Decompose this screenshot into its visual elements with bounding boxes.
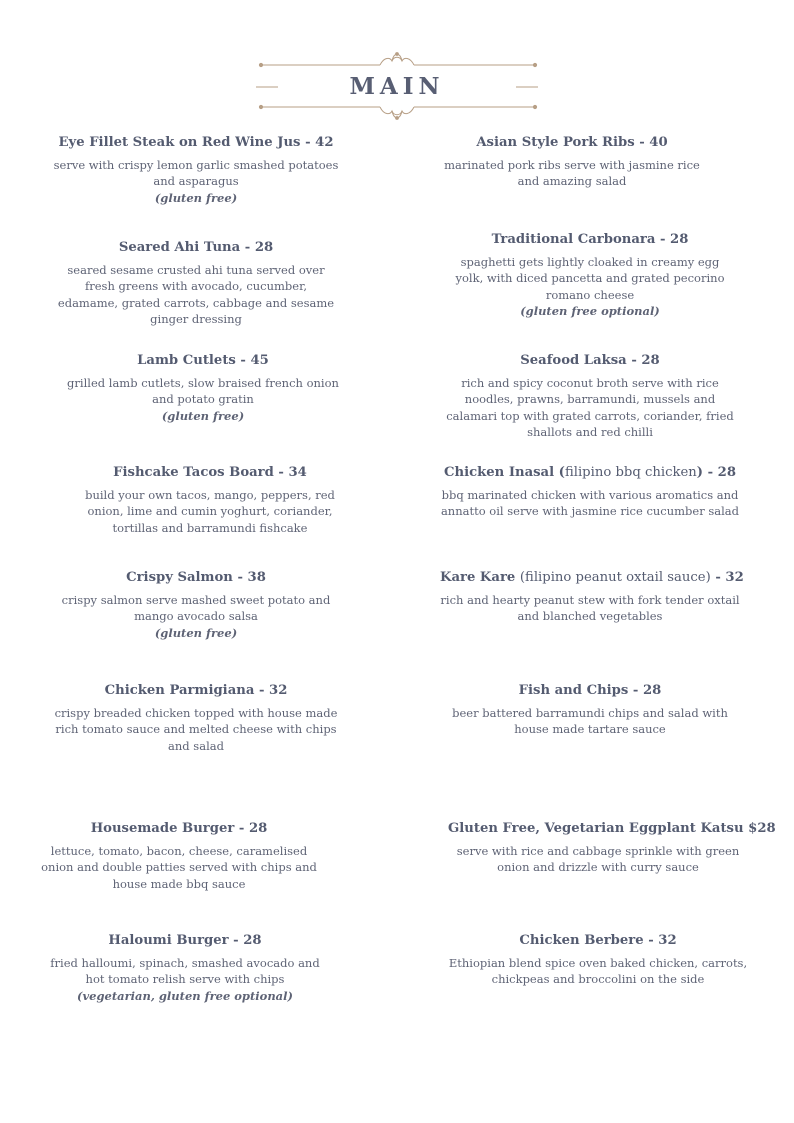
menu-item <box>48 134 344 206</box>
dish-description: rich and spicy coconut broth serve with rice noodles, prawns, barramundi, mussels and calamari top with grated carrots, coriander, fried shallots and red chilli <box>446 376 734 439</box>
dish-name: Seafood Laksa - 28 <box>520 353 660 368</box>
menu-item <box>440 352 740 440</box>
dish-name-price: ) - 28 <box>696 465 736 480</box>
dish-description: rich and hearty peanut stew with fork tender oxtail and blanched vegetables <box>440 593 740 624</box>
dish-name-main: Kare Kare <box>440 570 520 585</box>
menu-item <box>56 239 336 327</box>
dish-description: marinated pork ribs serve with jasmine rice and amazing salad <box>444 158 700 189</box>
dish-name-subtitle: filipino bbq chicken <box>564 465 697 480</box>
dish-name-subtitle: (filipino peanut oxtail sauce) <box>519 570 711 585</box>
dish-description: beer battered barramundi chips and salad with house made tartare sauce <box>452 706 728 737</box>
dish-name: Traditional Carbonara - 28 <box>491 232 689 247</box>
dish-description: serve with crispy lemon garlic smashed potatoes and asparagus <box>53 158 339 189</box>
dish-name: Housemade Burger - 28 <box>90 821 268 836</box>
dish-name: Asian Style Pork Ribs - 40 <box>476 135 668 150</box>
dietary-note: (gluten free) <box>161 408 245 423</box>
dish-name <box>440 464 740 482</box>
dish-description: crispy breaded chicken topped with house made rich tomato sauce and melted cheese with chips and salad <box>54 706 338 753</box>
dish-name <box>440 569 744 587</box>
dietary-note: (gluten free optional) <box>520 303 660 318</box>
menu-item <box>440 569 744 625</box>
dish-description: grilled lamb cutlets, slow braised french onion and potato gratin <box>67 376 339 407</box>
dish-description: build your own tacos, mango, peppers, red onion, lime and cumin yoghurt, coriander, tortillas and barramundi fishcake <box>85 488 335 535</box>
menu-item <box>434 134 710 190</box>
menu-item <box>48 569 344 641</box>
dish-description: fried halloumi, spinach, smashed avocado and hot tomato relish serve with chips <box>50 956 320 987</box>
dish-description: crispy salmon serve mashed sweet potato and mango avocado salsa <box>61 593 331 624</box>
dietary-note: (vegetarian, gluten free optional) <box>77 988 293 1003</box>
dish-name: Gluten Free, Vegetarian Eggplant Katsu $28 <box>448 821 776 836</box>
dietary-note: (gluten free) <box>154 625 238 640</box>
dish-name: Chicken Berbere - 32 <box>519 933 677 948</box>
dietary-note: (gluten free) <box>154 190 238 205</box>
page-title: MAIN <box>349 73 445 100</box>
title-ornament <box>0 0 794 130</box>
dish-name: Crispy Salmon - 38 <box>126 570 266 585</box>
menu-item <box>46 932 324 1004</box>
dish-description: bbq marinated chicken with various aromatics and annatto oil serve with jasmine rice cucumber salad <box>440 488 740 519</box>
menu-item <box>446 231 734 319</box>
menu-item <box>70 464 350 536</box>
dish-description: serve with rice and cabbage sprinkle with green onion and drizzle with curry sauce <box>456 844 740 875</box>
dish-description: lettuce, tomato, bacon, cheese, caramelised onion and double patties served with chips and house made bbq sauce <box>41 844 317 891</box>
dish-name-main: Chicken Inasal ( <box>443 465 565 480</box>
menu-item <box>34 820 324 892</box>
dish-name: Haloumi Burger - 28 <box>108 933 262 948</box>
menu-item <box>56 352 350 424</box>
dish-name-price: - 32 <box>710 570 744 585</box>
dish-name: Fish and Chips - 28 <box>518 683 662 698</box>
dish-name: Chicken Parmigiana - 32 <box>104 683 288 698</box>
dish-description: seared sesame crusted ahi tuna served over fresh greens with avocado, cucumber, edamame, grated carrots, cabbage and sesame ginger dressing <box>57 263 335 326</box>
dish-name: Eye Fillet Steak on Red Wine Jus - 42 <box>58 135 334 150</box>
dish-name: Fishcake Tacos Board - 34 <box>113 465 307 480</box>
menu-item <box>440 464 740 520</box>
menu-item <box>440 682 740 738</box>
dish-name: Lamb Cutlets - 45 <box>137 353 269 368</box>
menu-item <box>448 820 776 876</box>
menu-item <box>48 682 344 754</box>
dish-description: spaghetti gets lightly cloaked in creamy egg yolk, with diced pancetta and grated pecorino romano cheese <box>455 255 725 302</box>
menu-item <box>448 932 748 988</box>
dish-name: Seared Ahi Tuna - 28 <box>118 240 274 255</box>
dish-description: Ethiopian blend spice oven baked chicken, carrots, chickpeas and broccolini on the side <box>448 956 748 987</box>
